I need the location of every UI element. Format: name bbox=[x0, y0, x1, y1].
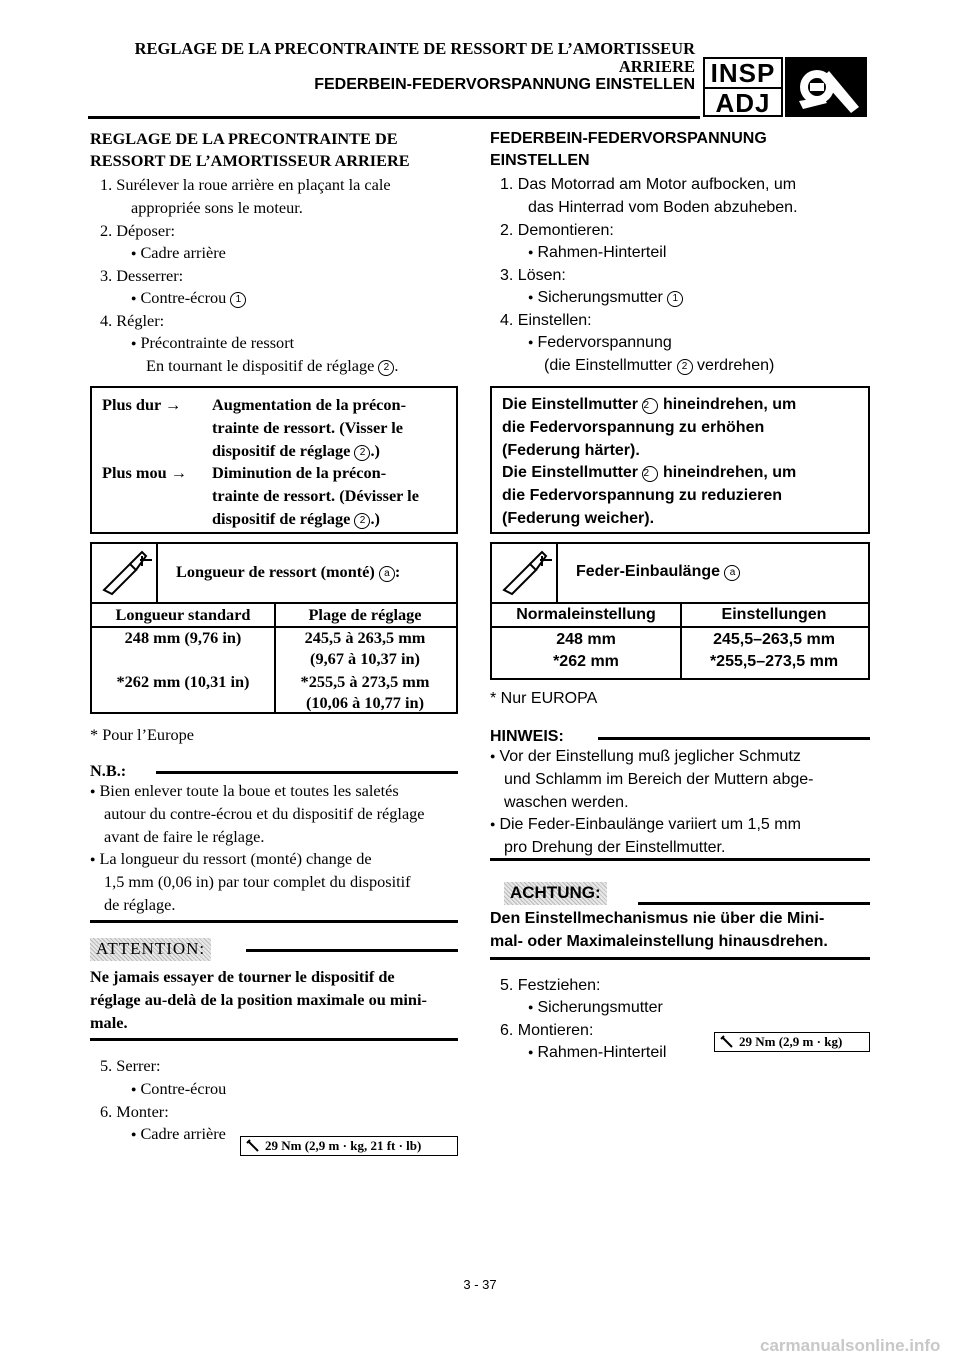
de-step6: 6. Montieren: bbox=[500, 1022, 594, 1039]
fr-step2-item: ● Cadre arrière bbox=[131, 242, 226, 267]
de-achtung-rule bbox=[638, 902, 870, 905]
callout-2: 2 bbox=[642, 398, 658, 414]
de-step4-sub-a: (die Einstellmutter bbox=[544, 357, 673, 374]
de-spec-col2: Einstellungen bbox=[721, 606, 827, 623]
fr-spec-r1c2b: (9,67 à 10,37 in) bbox=[310, 649, 420, 668]
de-step3-item: ● Sicherungsmutter bbox=[528, 289, 663, 306]
fr-step6-item: ● Cadre arrière bbox=[131, 1123, 226, 1148]
fr-spec-table bbox=[90, 542, 458, 714]
de-h2-line1: ● Die Feder-Einbaulänge variiert um 1,5 mm bbox=[490, 814, 870, 838]
de-spec-table bbox=[490, 542, 870, 680]
de-box-line6: (Federung weicher). bbox=[502, 510, 655, 527]
fr-nb-end-rule bbox=[90, 920, 458, 923]
header-titles bbox=[88, 40, 695, 94]
fr-nb2-line3: de réglage. bbox=[104, 895, 176, 914]
fr-nb2-line1: ● La longueur du ressort (monté) change de bbox=[90, 848, 458, 873]
fr-step3-item: ● Contre-écrou bbox=[131, 288, 226, 307]
fr-harder-line1: Augmentation de la précon- bbox=[212, 395, 407, 414]
fr-attention-line1: Ne jamais essayer de tourner le dispositif de bbox=[90, 967, 395, 986]
badge-adj: ADJ bbox=[705, 87, 781, 117]
de-step2-item: ● Rahmen-Hinterteil bbox=[528, 242, 666, 266]
de-section-title-1: FEDERBEIN-FEDERVORSPANNUNG bbox=[490, 130, 767, 147]
fr-step5: 5. Serrer: bbox=[100, 1056, 161, 1075]
fr-step1-line1: 1. Surélever la roue arrière en plaçant la cale bbox=[100, 175, 391, 194]
de-hinweis-label: HINWEIS: bbox=[490, 728, 564, 745]
de-h2-line2: pro Drehung der Einstellmutter. bbox=[504, 839, 726, 856]
de-spec-r1c1: 248 mm bbox=[556, 631, 616, 648]
de-spec-r2c2: *255,5–273,5 mm bbox=[709, 653, 839, 670]
header-fr-line2: ARRIERE bbox=[618, 57, 695, 76]
de-h1-line1: ● Vor der Einstellung muß jeglicher Schmutz bbox=[490, 746, 870, 770]
fr-attention-line2: réglage au-delà de la position maximale ou mini- bbox=[90, 990, 427, 1009]
fr-section-title-2: RESSORT DE L’AMORTISSEUR ARRIERE bbox=[90, 151, 410, 170]
de-achtung-end-rule bbox=[490, 957, 870, 960]
fr-step2: 2. Déposer: bbox=[100, 221, 176, 240]
fr-softer-line2: trainte de ressort. (Dévisser le bbox=[212, 486, 419, 505]
de-hinweis-rule bbox=[598, 737, 870, 740]
de-torque-value: 29 Nm (2,9 m · kg) bbox=[739, 1034, 843, 1049]
de-achtung-line1: Den Einstellmechanismus nie über die Mini- bbox=[490, 910, 825, 927]
de-section-title-2: EINSTELLEN bbox=[490, 152, 590, 169]
fr-step5-item: ● Contre-écrou bbox=[131, 1078, 226, 1103]
fr-softer-line1: Diminution de la précon- bbox=[212, 463, 387, 482]
de-box-line1-row bbox=[502, 394, 858, 417]
de-adjust-note-box bbox=[490, 386, 870, 534]
fr-step4-item: ● Précontrainte de ressort bbox=[131, 332, 294, 357]
fr-spec-r2c1: *262 mm (10,31 in) bbox=[116, 672, 250, 691]
de-torque-spec bbox=[714, 1032, 870, 1052]
de-spec-r2c1: *262 mm bbox=[553, 653, 619, 670]
de-achtung-label: ACHTUNG: bbox=[504, 882, 607, 905]
de-box-line2: die Federvorspannung zu erhöhen bbox=[502, 419, 765, 436]
fr-spec-r2c2a: *255,5 à 273,5 mm bbox=[300, 672, 430, 691]
de-hinweis-end-rule bbox=[490, 858, 870, 861]
fr-step3-item-row bbox=[131, 287, 246, 312]
fr-torque-spec bbox=[240, 1136, 458, 1156]
fr-footnote: * Pour l’Europe bbox=[90, 725, 194, 744]
fr-torque-value: 29 Nm (2,9 m · kg, 21 ft · lb) bbox=[265, 1138, 422, 1153]
fr-step4-sub: En tournant le dispositif de réglage bbox=[146, 356, 375, 375]
fr-harder-line3: dispositif de réglage bbox=[212, 441, 351, 460]
fr-attention-label: ATTENTION: bbox=[90, 938, 211, 961]
torque-wrench-icon bbox=[720, 1035, 734, 1049]
fr-adjust-note-box bbox=[90, 386, 458, 534]
de-step4-item: ● Federvorspannung bbox=[528, 332, 672, 356]
callout-a: a bbox=[724, 565, 740, 581]
de-spec-r1c2: 245,5–263,5 mm bbox=[713, 631, 835, 648]
fr-harder-label: Plus dur → bbox=[102, 395, 182, 414]
de-step3-item-row bbox=[528, 287, 683, 311]
spec-divider bbox=[556, 544, 558, 602]
callout-2: 2 bbox=[354, 445, 370, 461]
callout-2: 2 bbox=[354, 513, 370, 529]
de-spec-title: Feder-Einbaulänge bbox=[576, 563, 721, 580]
fr-spec-title-row: Longueur de ressort (monté) a : bbox=[176, 562, 401, 581]
fr-harder-line3-row: dispositif de réglage 2 .) bbox=[212, 441, 380, 460]
de-h1-line3: waschen werden. bbox=[504, 794, 629, 811]
fr-spec-col1: Longueur standard bbox=[115, 605, 251, 624]
callout-1: 1 bbox=[230, 292, 246, 308]
caliper-icon bbox=[500, 550, 556, 598]
torque-wrench-icon bbox=[246, 1139, 260, 1153]
fr-nb-rule bbox=[156, 771, 458, 774]
callout-2: 2 bbox=[677, 359, 693, 375]
callout-2: 2 bbox=[642, 466, 658, 482]
de-spec-col1: Normaleinstellung bbox=[516, 606, 656, 623]
de-step1-line1: 1. Das Motorrad am Motor aufbocken, um bbox=[500, 176, 797, 193]
fr-softer-line3: dispositif de réglage bbox=[212, 509, 351, 528]
fr-spec-r1c1: 248 mm (9,76 in) bbox=[124, 628, 242, 647]
badge-insp: INSP bbox=[710, 58, 776, 88]
spec-divider bbox=[156, 544, 158, 602]
fr-softer-line3-row: dispositif de réglage 2 .) bbox=[212, 509, 380, 528]
de-footnote: * Nur EUROPA bbox=[490, 690, 598, 707]
header-rule bbox=[88, 116, 700, 119]
de-h1-line2: und Schlamm im Bereich der Muttern abge- bbox=[504, 771, 814, 788]
fr-nb1-line3: avant de faire le réglage. bbox=[104, 827, 265, 846]
de-step1-line2: das Hinterrad vom Boden abzuheben. bbox=[528, 199, 798, 216]
fr-attention-end-rule bbox=[90, 1038, 458, 1041]
de-step5-item: ● Sicherungsmutter bbox=[528, 997, 663, 1021]
fr-nb1-line2: autour du contre-écrou et du dispositif de réglage bbox=[104, 804, 425, 823]
fr-step3: 3. Desserrer: bbox=[100, 266, 184, 285]
callout-2: 2 bbox=[378, 360, 394, 376]
de-box-line4b: hineindrehen, um bbox=[662, 464, 797, 481]
de-box-line1a: Die Einstellmutter bbox=[502, 396, 639, 413]
fr-softer-label: Plus mou → bbox=[102, 463, 188, 482]
de-achtung-line2: mal- oder Maximaleinstellung hinausdrehen. bbox=[490, 933, 828, 950]
caliper-icon bbox=[100, 550, 156, 598]
de-box-line1b: hineindrehen, um bbox=[662, 396, 797, 413]
fr-spec-title: Longueur de ressort (monté) bbox=[176, 562, 375, 581]
fr-section-title-1: REGLAGE DE LA PRECONTRAINTE DE bbox=[90, 129, 398, 148]
de-spec-title-row bbox=[576, 561, 740, 584]
de-step4: 4. Einstellen: bbox=[500, 312, 592, 329]
fr-step1-line2: appropriée sons le moteur. bbox=[131, 198, 303, 217]
wrench-tools-icon bbox=[785, 57, 867, 117]
de-step3: 3. Lösen: bbox=[500, 267, 566, 284]
fr-harder-line2: trainte de ressort. (Visser le bbox=[212, 418, 403, 437]
callout-1: 1 bbox=[667, 291, 683, 307]
fr-spec-r1c2a: 245,5 à 263,5 mm bbox=[304, 628, 426, 647]
callout-a: a bbox=[379, 566, 395, 582]
de-box-line4a: Die Einstellmutter bbox=[502, 464, 639, 481]
fr-attention-rule bbox=[246, 949, 458, 952]
fr-spec-col2: Plage de réglage bbox=[308, 605, 422, 624]
watermark: carmanualsonline.info bbox=[760, 1336, 941, 1355]
de-step4-sub-b: verdrehen) bbox=[696, 357, 775, 374]
de-box-line5: die Federvorspannung zu reduzieren bbox=[502, 487, 783, 504]
header-fr-line1: REGLAGE DE LA PRECONTRAINTE DE RESSORT DE L’AMORTISSEUR bbox=[134, 39, 695, 58]
fr-step4-sub-row: En tournant le dispositif de réglage 2 . bbox=[146, 356, 399, 375]
fr-attention-line3: male. bbox=[90, 1013, 128, 1032]
de-step6-item: ● Rahmen-Hinterteil bbox=[528, 1042, 666, 1066]
de-step4-sub-row bbox=[544, 355, 774, 378]
fr-nb2-line2: 1,5 mm (0,06 in) par tour complet du dispositif bbox=[104, 872, 411, 891]
fr-nb-label: N.B.: bbox=[90, 761, 127, 780]
de-box-line4-row bbox=[502, 462, 858, 485]
header-de-line: FEDERBEIN-FEDERVORSPANNUNG EINSTELLEN bbox=[314, 76, 695, 93]
fr-step4: 4. Régler: bbox=[100, 311, 165, 330]
fr-step6: 6. Monter: bbox=[100, 1102, 169, 1121]
de-step5: 5. Festziehen: bbox=[500, 977, 601, 994]
insp-adj-badge bbox=[703, 57, 783, 117]
fr-spec-r2c2b: (10,06 à 10,77 in) bbox=[305, 693, 425, 712]
page-number: 3 - 37 bbox=[463, 1277, 497, 1292]
de-box-line3: (Federung härter). bbox=[502, 442, 640, 459]
fr-nb1-line1: ● Bien enlever toute la boue et toutes les saletés bbox=[90, 780, 458, 805]
de-step2: 2. Demontieren: bbox=[500, 222, 614, 239]
